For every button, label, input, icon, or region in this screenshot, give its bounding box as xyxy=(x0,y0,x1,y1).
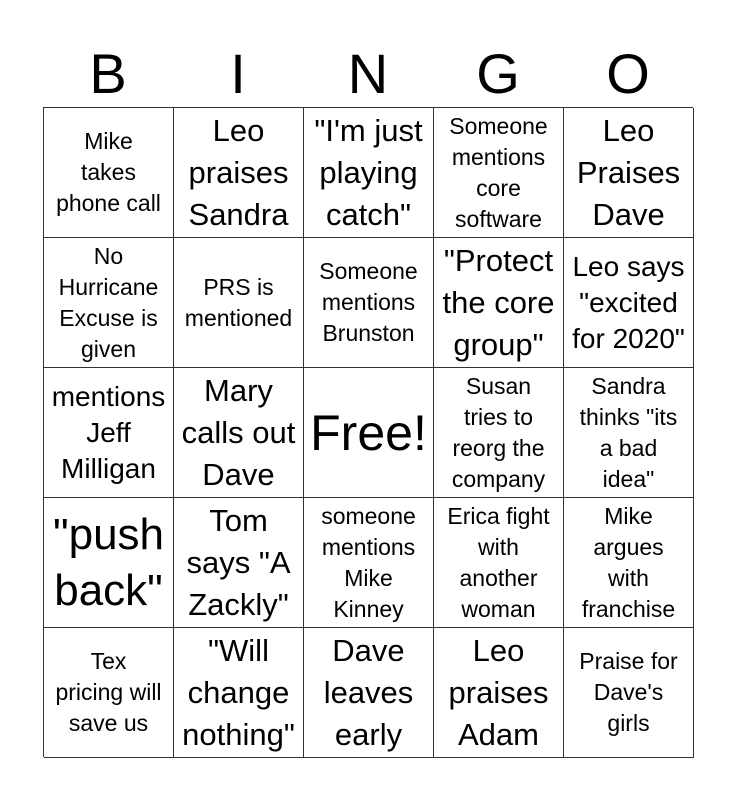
cell-text: "Protect the core group" xyxy=(442,242,555,362)
bingo-cell[interactable] xyxy=(44,498,174,628)
bingo-cell[interactable] xyxy=(434,238,564,368)
bingo-cell[interactable] xyxy=(304,108,434,238)
cell-text: "I'm just playing catch" xyxy=(314,112,423,232)
cell-text: Sandra thinks "its a bad idea" xyxy=(579,372,678,492)
header-letter-g: G xyxy=(476,42,520,105)
cell-text: PRS is mentioned xyxy=(184,273,293,331)
bingo-cell[interactable] xyxy=(564,108,694,238)
bingo-cell[interactable] xyxy=(44,238,174,368)
cell-text: No Hurricane Excuse is given xyxy=(58,242,159,362)
bingo-cell[interactable] xyxy=(434,368,564,498)
bingo-cell[interactable] xyxy=(44,108,174,238)
cell-text: "Will change nothing" xyxy=(182,632,295,752)
header-letter-b: B xyxy=(89,42,127,105)
bingo-header xyxy=(43,42,693,106)
bingo-cell[interactable] xyxy=(434,108,564,238)
cell-text: Someone mentions core software xyxy=(449,112,548,232)
bingo-cell[interactable] xyxy=(44,628,174,758)
header-letter-i: I xyxy=(230,42,246,105)
free-space-cell[interactable] xyxy=(304,368,434,498)
cell-text: Tom says "A Zackly" xyxy=(186,502,291,622)
cell-text: Mike argues with franchise xyxy=(581,502,676,622)
header-letter-n: N xyxy=(347,42,389,105)
cell-text: Leo says "excited for 2020" xyxy=(572,250,685,354)
bingo-cell[interactable] xyxy=(434,628,564,758)
cell-text: Mike takes phone call xyxy=(56,128,161,216)
free-space-text: Free! xyxy=(310,404,427,461)
bingo-cell[interactable] xyxy=(304,498,434,628)
bingo-cell[interactable] xyxy=(44,368,174,498)
bingo-cell[interactable] xyxy=(174,108,304,238)
cell-text: Praise for Dave's girls xyxy=(579,648,678,736)
bingo-cell[interactable] xyxy=(304,238,434,368)
bingo-cell[interactable] xyxy=(174,238,304,368)
bingo-cell[interactable] xyxy=(174,628,304,758)
cell-text: Someone mentions Brunston xyxy=(319,258,418,346)
bingo-cell[interactable] xyxy=(564,238,694,368)
cell-text: Tex pricing will save us xyxy=(55,648,162,736)
bingo-cell[interactable] xyxy=(174,368,304,498)
cell-text: Leo Praises Dave xyxy=(576,112,681,232)
header-letter-o: O xyxy=(606,42,650,105)
cell-text: mentions Jeff Milligan xyxy=(51,380,166,484)
bingo-card-grid xyxy=(43,107,693,757)
bingo-cell[interactable] xyxy=(304,628,434,758)
cell-text: Mary calls out Dave xyxy=(181,372,296,492)
cell-text: Dave leaves early xyxy=(323,632,414,752)
cell-text: "push back" xyxy=(52,509,165,615)
cell-text: someone mentions Mike Kinney xyxy=(321,502,416,622)
cell-text: Leo praises Sandra xyxy=(188,112,289,232)
bingo-cell[interactable] xyxy=(174,498,304,628)
bingo-cell[interactable] xyxy=(564,368,694,498)
cell-text: Erica fight with another woman xyxy=(447,502,550,622)
cell-text: Leo praises Adam xyxy=(448,632,549,752)
cell-text: Susan tries to reorg the company xyxy=(451,372,546,492)
bingo-cell[interactable] xyxy=(564,498,694,628)
bingo-cell[interactable] xyxy=(434,498,564,628)
bingo-cell[interactable] xyxy=(564,628,694,758)
